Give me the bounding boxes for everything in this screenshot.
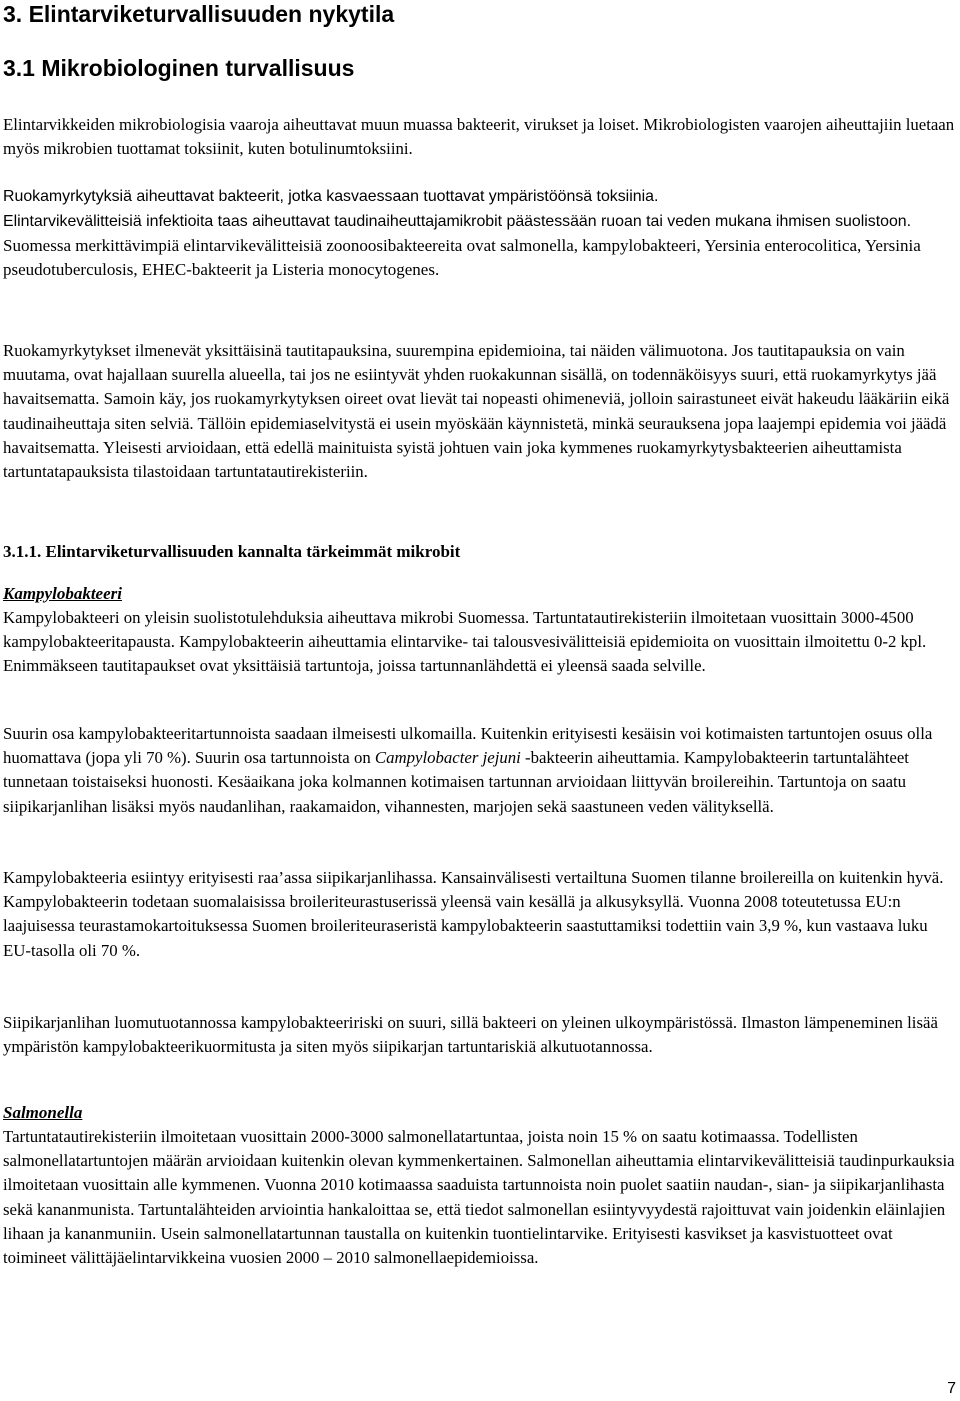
kampylobakteeri-paragraph-1: Kampylobakteeri on yleisin suolistotulehduksia aiheuttava mikrobi Suomessa. Tartuntatautirekisteriin ilmoitetaan vuosittain 3000-4500 kampylobakteeritapausta. Kampylobakteerin aiheuttamia elintarvike- tai talousvesivälitteisiä epidemioita on vuosittain ilmoitettu 0-2 kpl. Enimmäkseen tautitapaukset ovat yksittäisiä tartuntoja, joissa tartunnanlähdettä ei yleensä saada selville. <box>3 608 927 676</box>
salmonella-paragraph-1: Tartuntatautirekisteriin ilmoitetaan vuosittain 2000-3000 salmonellatartuntaa, joista noin 15 % on saatu kotimaassa. Todellisten salmonellatartuntojen määrän arvioidaan kuitenkin olevan kymmenkertainen. Salmonellan aiheuttamia elintarvikevälitteisiä taudinpurkauksia ilmoitetaan vuosittain alle kymmenen. Vuonna 2010 kotimaassa saaduista tartunnoista noin puolet saatiin naudan-, sian- ja siipikarjanlihasta sekä kananmunista. Tartuntalähteiden arviointia hankaloittaa se, että tiedot salmonellan esiintyvyydestä rajoittuvat vain joidenkin eläinlajien lihaan ja kananmuniin. Usein salmonellatartunnan taustalla on kuitenkin tuontielintarvike. Erityisesti kasvikset ja kasvistuotteet ovat toimineet välittäjäelintarvikkeina vuosien 2000 – 2010 salmonellaepidemioissa. <box>3 1127 955 1268</box>
intro-paragraph-4: Ruokamyrkytykset ilmenevät yksittäisinä tautitapauksina, suurempina epidemioina, tai näiden välimuotona. Jos tautitapauksia on vain muutama, ovat hajallaan suurella alueella, tai jos ne esiintyvät yhden ruokakunnan sisällä, on todennäköisyys suuri, että ruokamyrkytys jää havaitsematta. Samoin käy, jos ruokamyrkytyksen oireet ovat lievät tai nopeasti ohimeneviä, jolloin sairastuneet eivät hakeudu lääkäriin eikä taudinaiheuttaja siten selviä. Tällöin epidemiaselvitystä ei usein myöskään käynnistetä, minkä seurauksena jopa laajempi epidemia voi jäädä havaitsematta. Yleisesti arvioidaan, että edellä mainituista syistä johtuen vain joka kymmenes ruokamyrkytysbakteerien aiheuttamista tartuntatapauksista tilastoidaan tartuntatautirekisteriin. <box>3 341 950 482</box>
kampylobakteeri-paragraph-4: Siipikarjanlihan luomutuotannossa kampylobakteeririski on suuri, sillä bakteeri on yleinen ulkoympäristössä. Ilmaston lämpeneminen lisää ympäristön kampylobakteerikuormitusta ja siten myös siipikarjan tartuntariskiä alkutuotannossa. <box>3 1013 938 1057</box>
page-number: 7 <box>947 1380 956 1397</box>
salmonella-title: Salmonella <box>3 1103 83 1122</box>
intro-paragraph-3 <box>3 209 955 283</box>
kampylobakteeri-paragraph-3: Kampylobakteeria esiintyy erityisesti raa’assa siipikarjanlihassa. Kansainvälisesti vertailtuna Suomen tilanne broilereilla on kuitenkin hyvä. Kampylobakteerin todetaan suomalaisissa broileriteurastuserissä yleensä vain kesällä ja alkusyksyllä. Vuonna 2008 toteutetussa EU:n laajuisessa teurastamokartoituksessa Suomen broileriteuraseristä kampylobakteerin saastuttamiksi todettiin vain 3,9 %, kun vastaava luku EU-tasolla oli 70 %. <box>3 868 944 960</box>
intro-paragraph-3-part-2: Suomessa merkittävimpiä elintarvikevälitteisiä zoonoosibakteereita ovat salmonella, kampylobakteeri, Yersinia enterocolitica, Yersinia pseudotuberculosis, EHEC-bakteerit ja Listeria monocytogenes. <box>3 236 921 280</box>
intro-paragraph-3-part-1: Elintarvikevälitteisiä infektioita taas aiheuttavat taudinaiheuttajamikrobit päästessään ruoan tai veden mukana ihmisen suolistoon. <box>3 213 912 230</box>
kampylobakteeri-paragraph-2-after: -bakteerin aiheuttamia. Kampylobakteerin tartuntalähteet tunnetaan toistaiseksi huonosti. Kesäaikana joka kolmannen kotimaisen tartunnan arvioidaan liittyvän broilereihin. Tartuntoja on saatu siipikarjanlihan lisäksi myös naudanlihan, raakamaidon, vihannesten, marjojen sekä saastuneen veden välityksellä. <box>3 748 909 816</box>
subsection-heading: 3.1 Mikrobiologinen turvallisuus <box>3 55 355 81</box>
kampylobakteeri-paragraph-2-before: Suurin osa kampylobakteeritartunnoista saadaan ilmeisesti ulkomailla. Kuitenkin erityisesti kesäisin voi kotimaisten tartuntojen osuus olla huomattava (jopa yli 70 %). Suurin osa tartunnoista on <box>3 724 933 768</box>
section-heading: 3. Elintarviketurvallisuuden nykytila <box>3 1 395 27</box>
kampylobakteeri-title: Kampylobakteeri <box>3 584 122 603</box>
intro-paragraph-1: Elintarvikkeiden mikrobiologisia vaaroja aiheuttavat muun muassa bakteerit, virukset ja loiset. Mikrobiologisten vaarojen aiheuttajiin luetaan myös mikrobien tuottamat toksiinit, kuten botulinumtoksiini. <box>3 115 955 159</box>
kampylobakteeri-paragraph-2 <box>3 722 955 819</box>
species-name: Campylobacter jejuni <box>374 748 521 768</box>
intro-paragraph-2: Ruokamyrkytyksiä aiheuttavat bakteerit, jotka kasvaessaan tuottavat ympäristöönsä toksiinia. <box>3 188 659 205</box>
subsubsection-heading: 3.1.1. Elintarviketurvallisuuden kannalta tärkeimmät mikrobit <box>3 542 461 561</box>
